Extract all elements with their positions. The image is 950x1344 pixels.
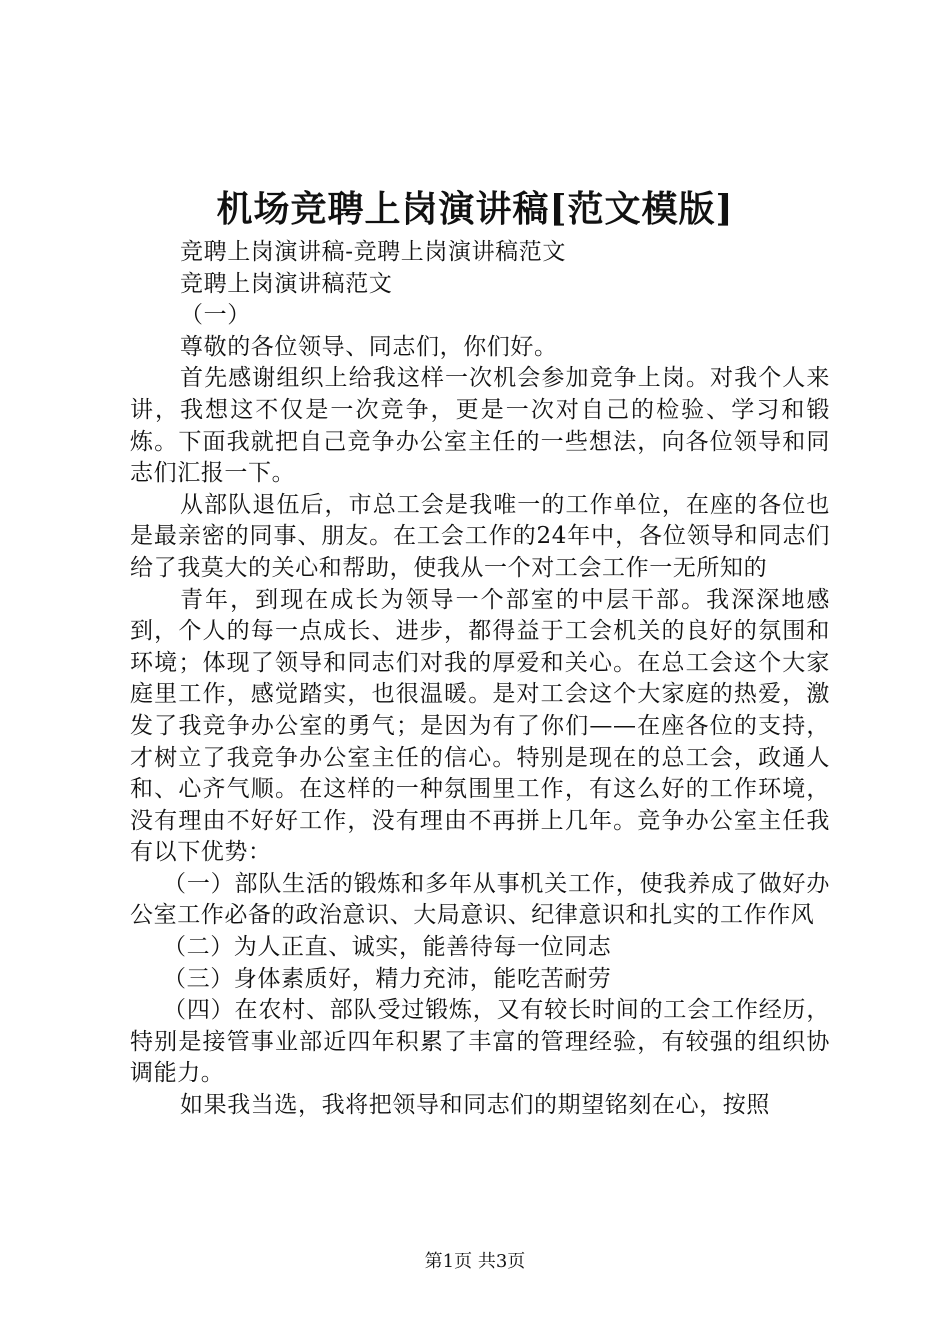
list-item: （二）为人正直、诚实，能善待每一位同志 — [163, 934, 612, 961]
body-paragraph: 首先感谢组织上给我这样一次机会参加竞争上岗。对我个人来讲，我想这不仅是一次竞争，更是一次对自己的检验、学习和锻炼。下面我就把自己竞争办公室主任的一些想法，向各位领导和同志们汇报一下。 — [130, 365, 830, 487]
document-body — [130, 237, 830, 1122]
document-title: 机场竞聘上岗演讲稿[范文模版] — [216, 188, 734, 230]
body-paragraph: 从部队退伍后，市总工会是我唯一的工作单位，在座的各位也是最亲密的同事、朋友。在工会工作的24年中，各位领导和同志们给了我莫大的关心和帮助，使我从一个对工会工作一无所知的 — [130, 491, 830, 581]
list-item: （三）身体素质好，精力充沛，能吃苦耐劳 — [163, 965, 612, 992]
list-item: （一）部队生活的锻炼和多年从事机关工作，使我养成了做好办公室工作必备的政治意识、大局意识、纪律意识和扎实的工作作风 — [130, 870, 830, 929]
section-marker: （一） — [180, 302, 251, 329]
body-paragraph: 青年，到现在成长为领导一个部室的中层干部。我深深地感到，个人的每一点成长、进步，都得益于工会机关的良好的氛围和环境；体现了领导和同志们对我的厚爱和关心。在总工会这个大家庭里工作，感觉踏实，也很温暖。是对工会这个大家庭的热爱，激发了我竞争办公室的勇气；是因为有了你们——在座各位的支持，才树立了我竞争办公室主任的信心。特别是现在的总工会，政通人和、心齐气顺。在这样的一种氛围里工作，有这么好的工作环境，没有理由不好好工作，没有理由不再拼上几年。竞争办公室主任我有以下优势： — [130, 586, 830, 866]
subtitle-line-2: 竞聘上岗演讲稿范文 — [180, 270, 393, 297]
subtitle-line: 竞聘上岗演讲稿-竞聘上岗演讲稿范文 — [180, 239, 566, 265]
list-item: （四）在农村、部队受过锻炼，又有较长时间的工会工作经历，特别是接管事业部近四年积累了丰富的管理经验，有较强的组织协调能力。 — [130, 997, 830, 1087]
body-paragraph: 如果我当选，我将把领导和同志们的期望铭刻在心，按照 — [180, 1092, 770, 1119]
greeting-paragraph: 尊敬的各位领导、同志们，你们好。 — [180, 333, 558, 360]
page-footer: 第1页 共3页 — [424, 1251, 526, 1272]
